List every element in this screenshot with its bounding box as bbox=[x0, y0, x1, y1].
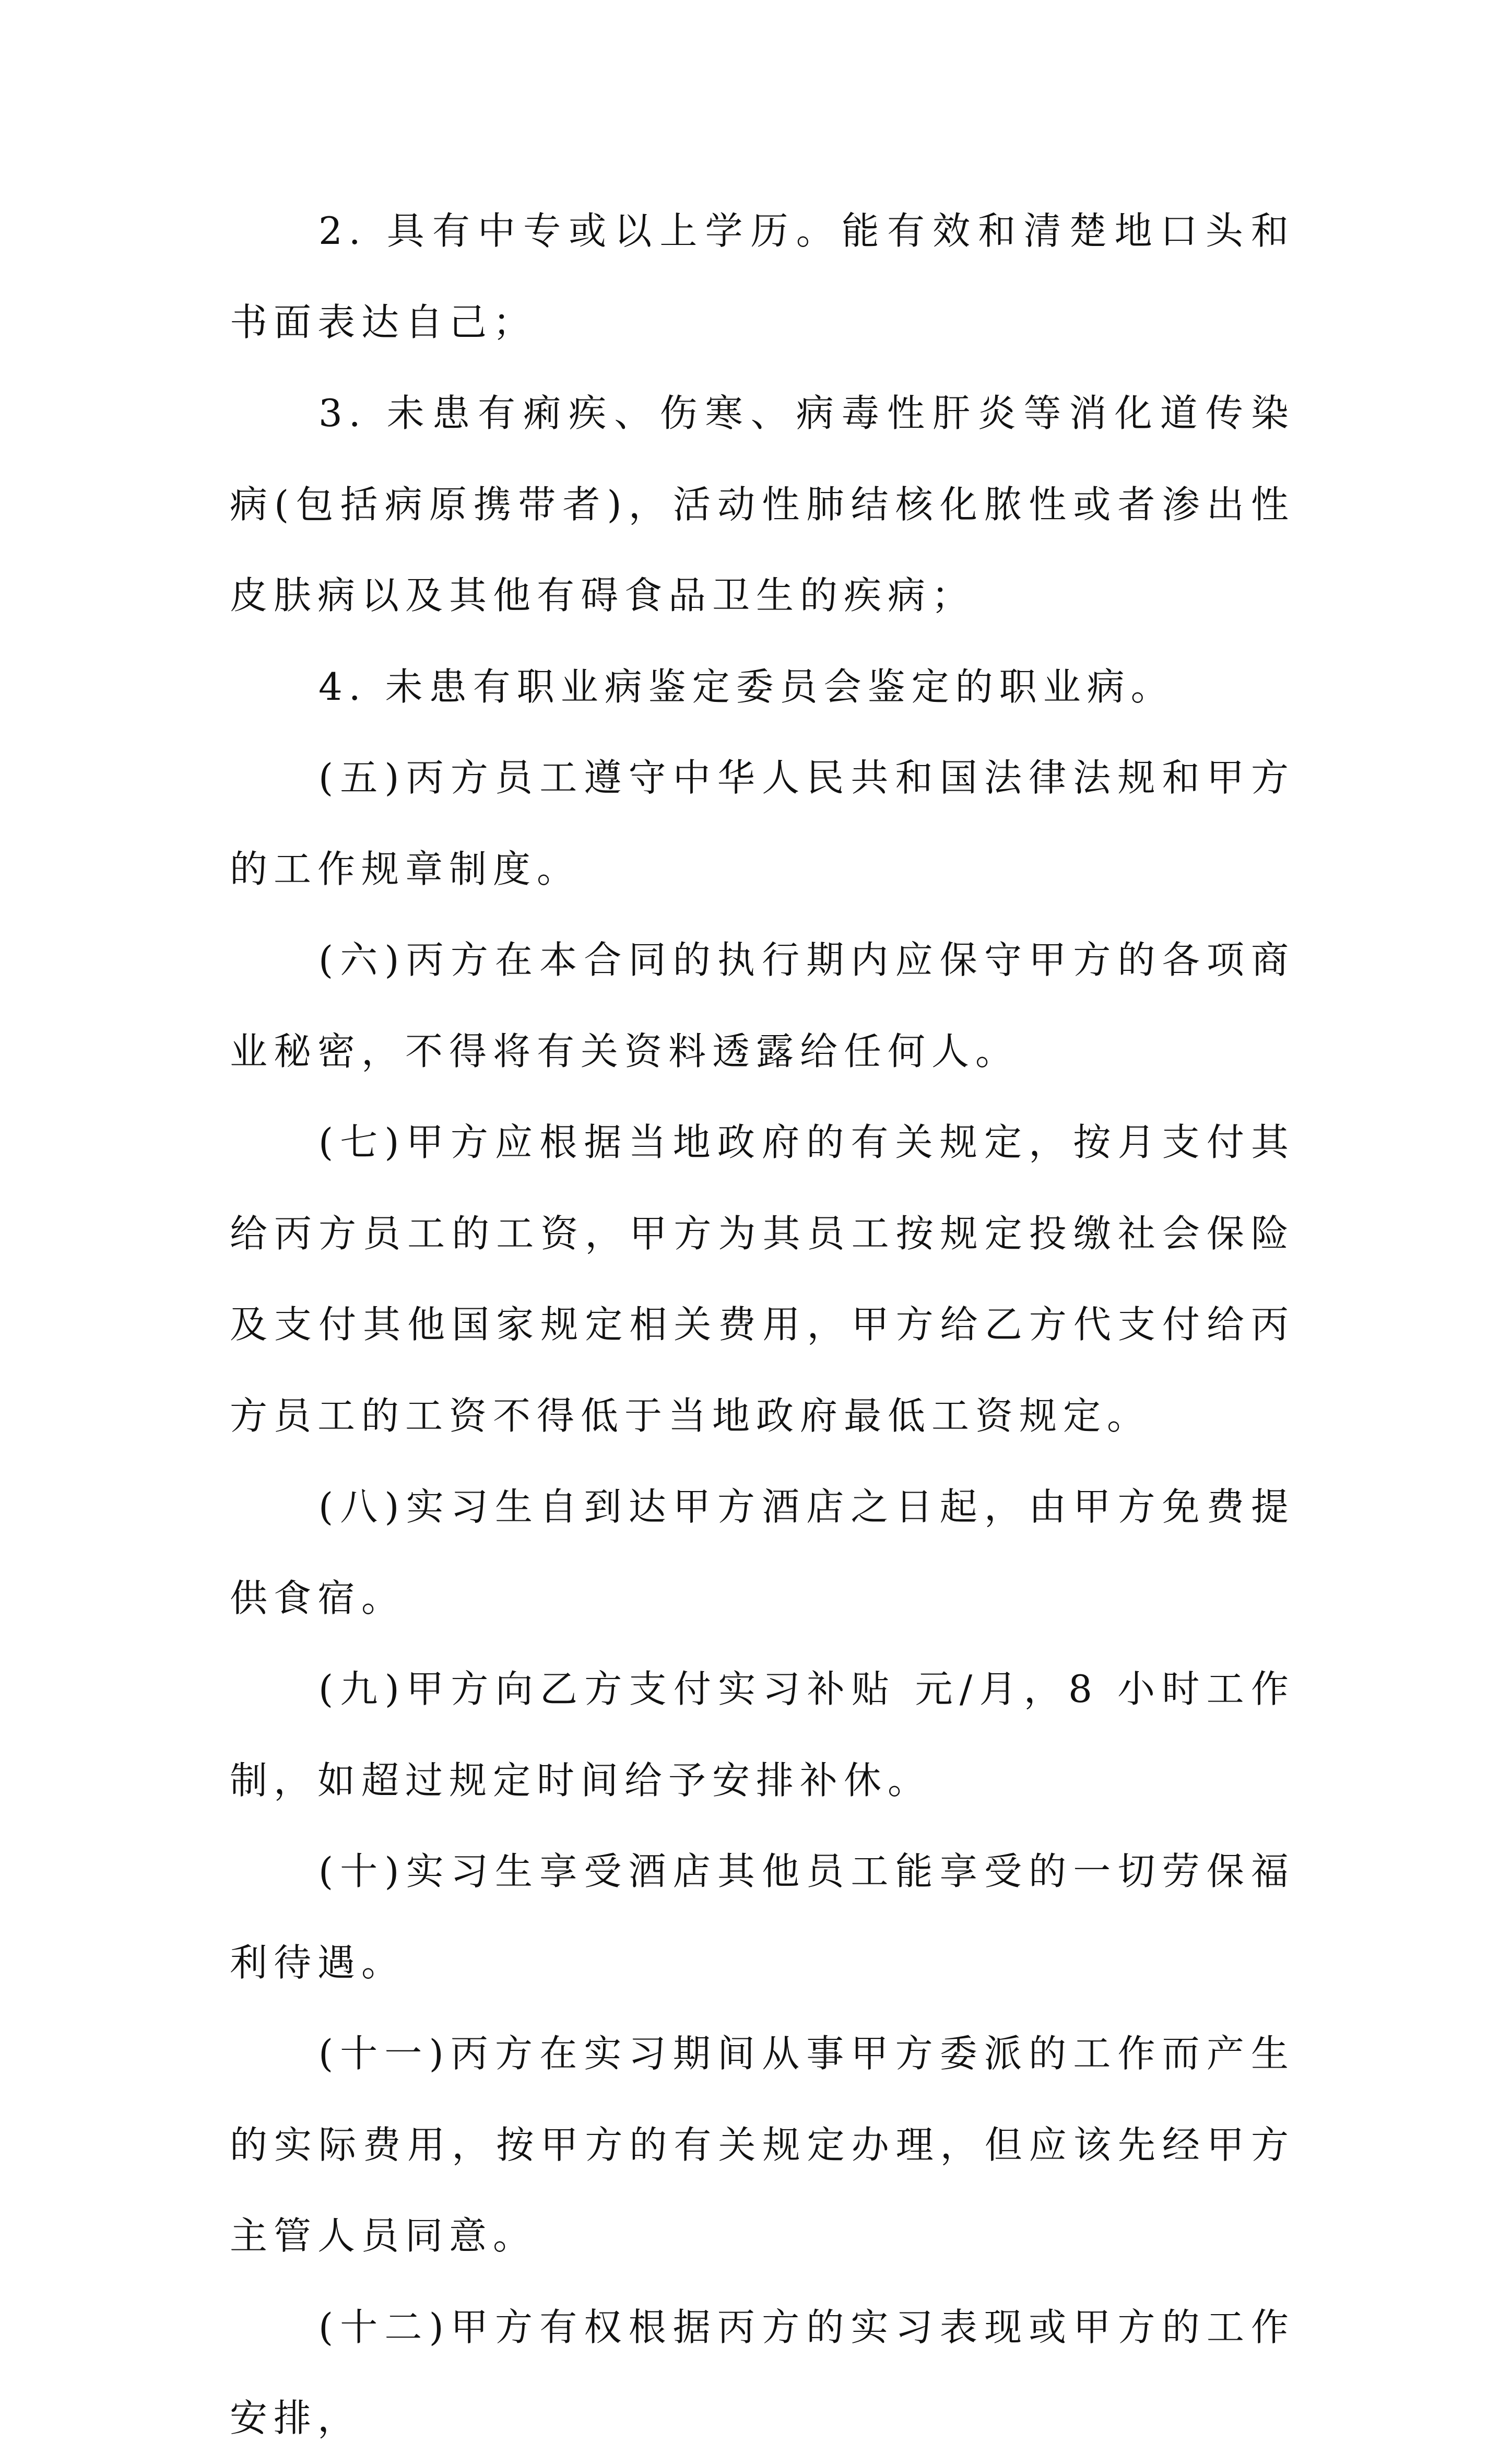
paragraph-clause-10: (十)实习生享受酒店其他员工能享受的一切劳保福利待遇。 bbox=[230, 1849, 1295, 1985]
document-page bbox=[230, 185, 1295, 2464]
paragraph-clause-12: (十二)甲方有权根据丙方的实习表现或甲方的工作安排， bbox=[230, 2305, 1295, 2440]
paragraph-item-2: 2. 具有中专或以上学历。能有效和清楚地口头和书面表达自己； bbox=[230, 209, 1295, 344]
paragraph-clause-11: (十一)丙方在实习期间从事甲方委派的工作而产生的实际费用，按甲方的有关规定办理，但应该先经甲方主管人员同意。 bbox=[230, 2032, 1295, 2258]
paragraph-clause-8: (八)实习生自到达甲方酒店之日起，由甲方免费提供食宿。 bbox=[230, 1485, 1295, 1620]
paragraph-clause-9: (九)甲方向乙方支付实习补贴 元/月，8 小时工作制，如超过规定时间给予安排补休。 bbox=[230, 1667, 1295, 1802]
paragraph-item-4: 4. 未患有职业病鉴定委员会鉴定的职业病。 bbox=[318, 664, 1175, 709]
paragraph-clause-5: (五)丙方员工遵守中华人民共和国法律法规和甲方的工作规章制度。 bbox=[230, 756, 1295, 891]
paragraph-clause-7: (七)甲方应根据当地政府的有关规定，按月支付其给丙方员工的工资，甲方为其员工按规定投缴社会保险及支付其他国家规定相关费用，甲方给乙方代支付给丙方员工的工资不得低于当地政府最低工资规定。 bbox=[230, 1120, 1295, 1438]
paragraph-clause-6: (六)丙方在本合同的执行期内应保守甲方的各项商业秘密，不得将有关资料透露给任何人。 bbox=[230, 938, 1295, 1073]
paragraph-item-3: 3. 未患有痢疾、伤寒、病毒性肝炎等消化道传染病(包括病原携带者)，活动性肺结核化脓性或者渗出性皮肤病以及其他有碍食品卫生的疾病； bbox=[230, 391, 1295, 617]
